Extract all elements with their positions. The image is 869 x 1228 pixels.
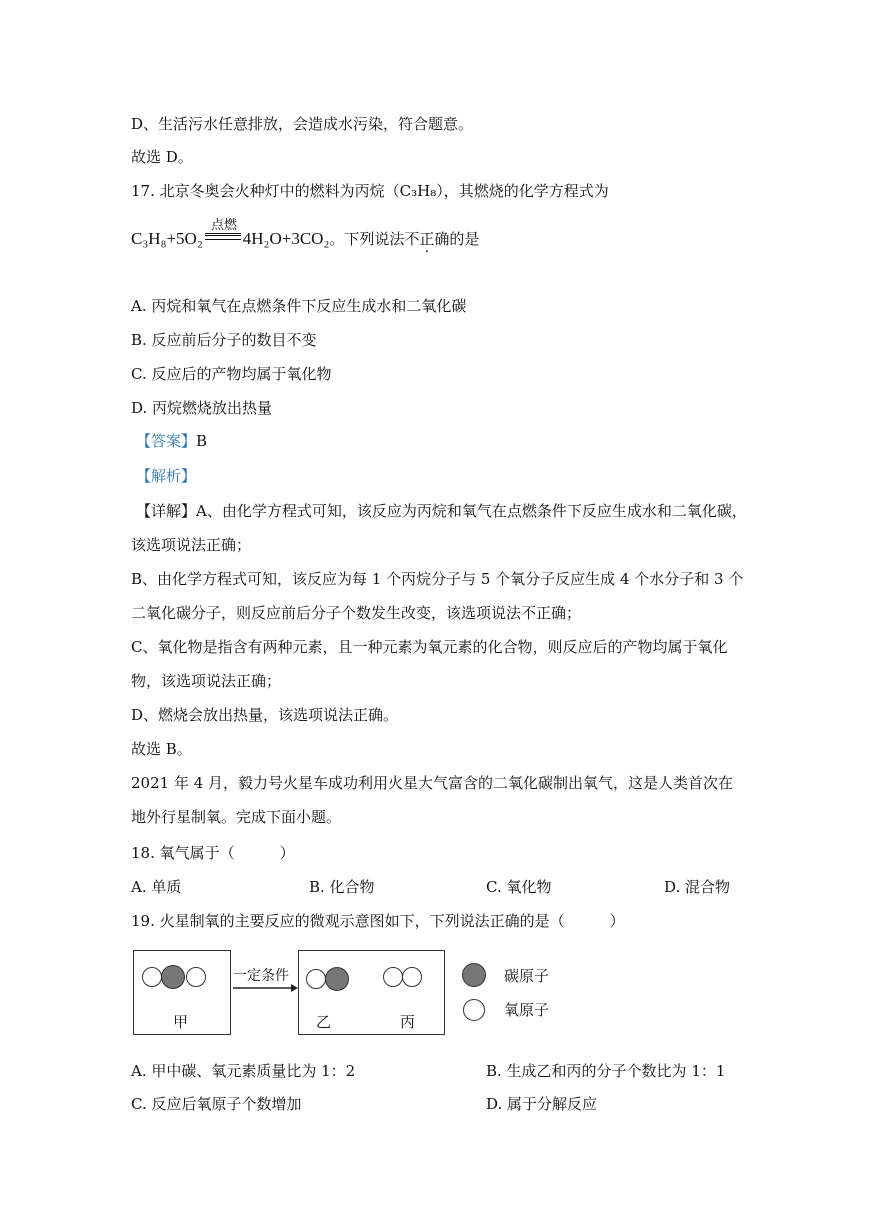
equation-equals [205, 233, 241, 240]
oxygen-atom [306, 969, 326, 989]
equation-left: C₃H₈+5O₂ [131, 229, 203, 248]
carbon-atom [161, 965, 185, 989]
analysis-label: 【解析】 [136, 467, 197, 485]
detail-line: 物，该选项说法正确； [131, 672, 282, 690]
answer-label: 【答案】 [136, 432, 197, 450]
question-17-intro: 17. 北京冬奥会火种灯中的燃料为丙烷（C₃H₈），其燃烧的化学方程式为 [131, 182, 609, 200]
q19-option-c: C. 反应后氧原子个数增加 [131, 1095, 302, 1113]
oxygen-atom [142, 967, 162, 987]
equation-tail-end: 的是 [449, 230, 480, 248]
equation-condition: 点燃 [211, 218, 238, 233]
legend-carbon-icon [462, 963, 486, 987]
q19-option-d: D. 属于分解反应 [486, 1095, 598, 1113]
q18-option-b: B. 化合物 [309, 878, 375, 896]
carbon-atom [325, 967, 349, 991]
oxygen-atom [402, 967, 422, 987]
oxygen-atom [383, 967, 403, 987]
detail-line: 【详解】A、由化学方程式可知，该反应为丙烷和氧气在点燃条件下反应生成水和二氧化碳， [136, 502, 747, 520]
q19-option-b: B. 生成乙和丙的分子个数比为 1：1 [486, 1062, 726, 1080]
text-line: 故选 D。 [131, 148, 193, 166]
answer-value: B [196, 432, 208, 450]
option-b: B. 反应前后分子的数目不变 [131, 331, 317, 349]
emphasis-dotted: 不正确 [404, 230, 450, 248]
passage-line: 2021 年 4 月，毅力号火星车成功利用火星大气富含的二氧化碳制出氧气，这是人类首次在 [131, 774, 734, 792]
label-bing: 丙 [400, 1013, 416, 1031]
label-jia: 甲 [173, 1013, 189, 1031]
arrow-icon [233, 983, 299, 993]
q18-option-c: C. 氧化物 [486, 878, 552, 896]
question-19: 19. 火星制氧的主要反应的微观示意图如下，下列说法正确的是（ ） [131, 912, 625, 930]
text-line: D、生活污水任意排放，会造成水污染，符合题意。 [131, 115, 474, 133]
passage-line: 地外行星制氧。完成下面小题。 [131, 808, 342, 826]
equation-right: 4H₂O+3CO₂ [242, 229, 330, 248]
legend-oxygen-icon [463, 999, 485, 1021]
question-18: 18. 氧气属于（ ） [131, 844, 295, 862]
oxygen-atom [186, 967, 206, 987]
arrow-label: 一定条件 [233, 968, 289, 984]
detail-line: 该选项说法正确； [131, 536, 252, 554]
chemical-equation [131, 218, 480, 249]
detail-line: 二氧化碳分子，则反应前后分子个数发生改变，该选项说法不正确； [131, 604, 582, 622]
legend-oxygen-label: 氧原子 [504, 1001, 550, 1019]
option-a: A. 丙烷和氧气在点燃条件下反应生成水和二氧化碳 [131, 297, 467, 315]
answer-line [136, 431, 207, 451]
detail-line: D、燃烧会放出热量，该选项说法正确。 [131, 706, 399, 724]
equation-tail: 。下列说法 [329, 230, 405, 248]
detail-line: C、氧化物是指含有两种元素，且一种元素为氧元素的化合物，则反应后的产物均属于氧化 [131, 638, 728, 656]
q18-option-a: A. 单质 [131, 878, 182, 896]
q19-option-a: A. 甲中碳、氧元素质量比为 1：2 [131, 1062, 356, 1080]
label-yi: 乙 [316, 1013, 332, 1031]
detail-line: B、由化学方程式可知，该反应为每 1 个丙烷分子与 5 个氧分子反应生成 4 个水分子和 3 个 [131, 570, 744, 588]
legend-carbon-label: 碳原子 [504, 967, 550, 985]
option-d: D. 丙烷燃烧放出热量 [131, 399, 273, 417]
q18-option-d: D. 混合物 [664, 878, 731, 896]
detail-line: 故选 B。 [131, 740, 192, 758]
option-c: C. 反应后的产物均属于氧化物 [131, 365, 332, 383]
